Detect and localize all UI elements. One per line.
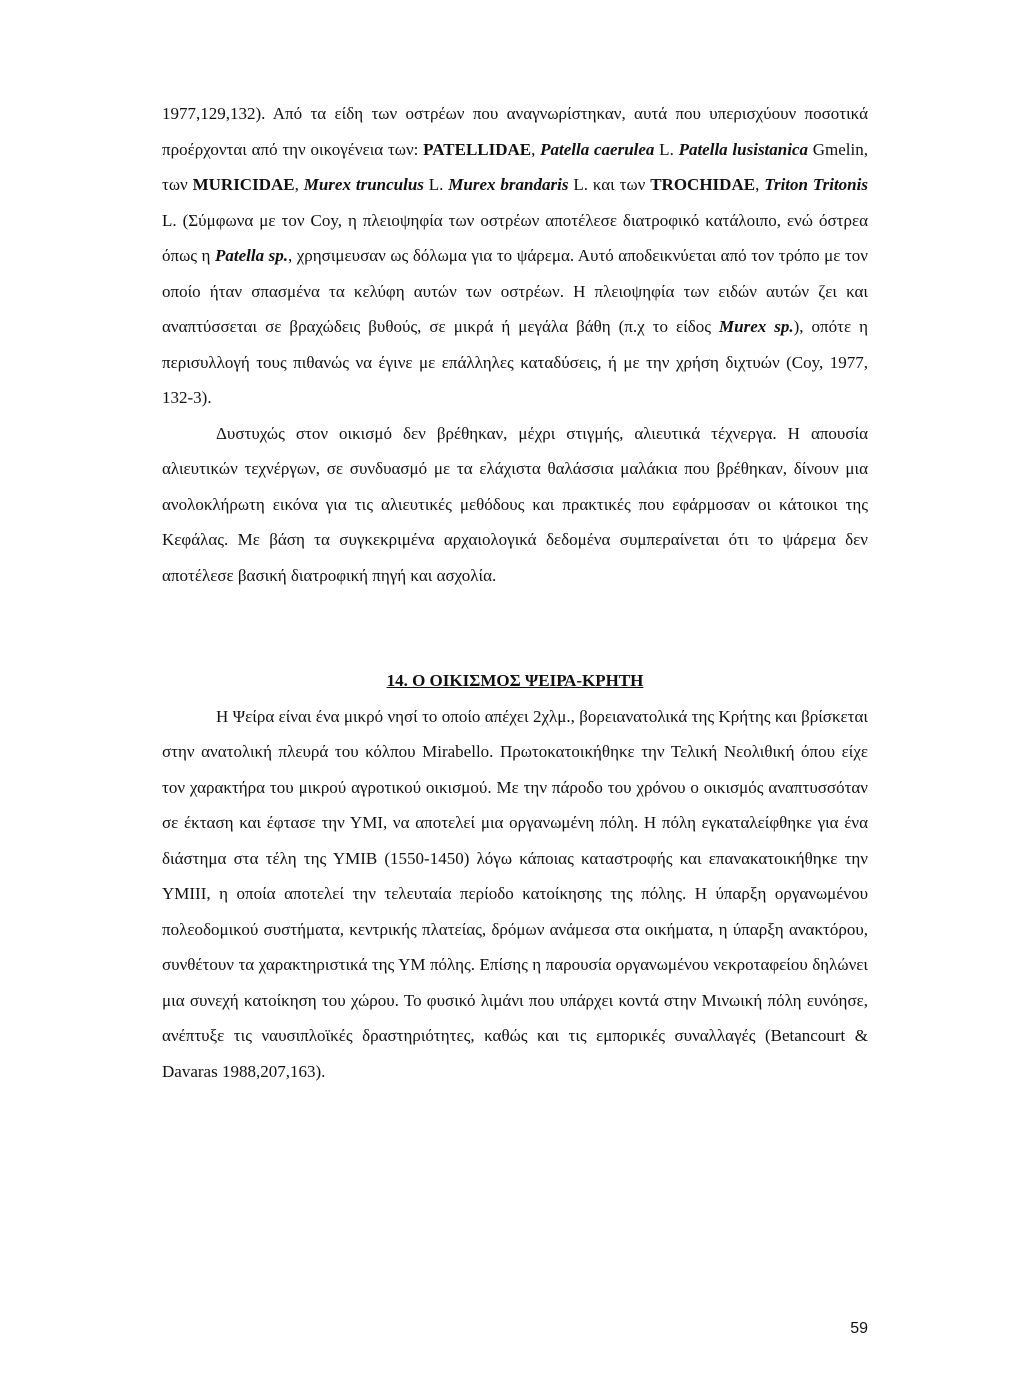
family-name: MURICIDAE: [192, 175, 295, 194]
paragraph-shells: 1977,129,132). Από τα είδη των οστρέων που αναγνωρίστηκαν, αυτά που υπερισχύουν ποσοτικά προέρχονται από την οικογένεια των: PATELLIDAE, Patella caerulea L. Patella lusistanica Gmelin, των MURICIDAE, Murex trunculus L. Murex brandaris L. και των TROCHIDAE, Triton Tritonis L. (Σύμφωνα με τον Coy, η πλειοψηφία των οστρέων αποτέλεσε διατροφικό κατάλοιπο, ενώ όστρεα όπως η Patella sp., χρησιμευσαν ως δόλωμα για το ψάρεμα. Αυτό αποδεικνύεται από τον τρόπο με τον οποίο ήταν σπασμένα τα κελύφη αυτών των οστρέων. Η πλειοψηφία των ειδών αυτών ζει και αναπτύσσεται σε βραχώδεις βυθούς, σε μικρά ή μεγάλα βάθη (π.χ το είδος Murex sp.), οπότε η περισυλλογή τους πιθανώς να έγινε με επάλληλες καταδύσεις, ή με την χρήση διχτυών (Coy, 1977, 132-3).: [162, 104, 869, 407]
species-name: Patella lusistanica: [678, 139, 809, 159]
family-name: PATELLIDAE: [423, 139, 532, 159]
paragraph-pseira: Η Ψείρα είναι ένα μικρό νησί το οποίο απέχει 2χλμ., βορειανατολικά της Κρήτης και βρίσκεται στην ανατολική πλευρά του κόλπου Mirabello. Πρωτοκατοικήθηκε την Τελική Νεολιθική όπου είχε τον χαρακτήρα του μικρού αγροτικού οικισμού. Με την πάροδο του χρόνου ο οικισμός αναπτυσσόταν σε έκταση και έφτασε την ΥΜΙ, να αποτελεί μια οργανωμένη πόλη. Η πόλη εγκαταλείφθηκε για ένα διάστημα στα τέλη της ΥΜΙΒ (1550-1450) λόγω κάποιας καταστροφής και επανακατοικήθηκε την ΥΜΙΙΙ, η οποία αποτελεί την τελευταία περίοδο κατοίκησης της πόλης. Η ύπαρξη οργανωμένου πολεοδομικού συστήματα, κεντρικής πλατείας, δρόμων ανάμεσα στα οικήματα, η ύπαρξη ανακτόρου, συνθέτουν τα χαρακτηριστικά της ΥΜ πόλης. Επίσης η παρουσία οργανωμένου νεκροταφείου δηλώνει μια συνεχή κατοίκηση του χώρου. Το φυσικό λιμάνι που υπάρχει κοντά στην Μινωική πόλη ευνόησε, ανέπτυξε τις ναυσιπλοϊκές δραστηριότητες, καθώς και τις εμπορικές συναλλαγές (Betancourt & Davaras 1988,207,163).: [162, 706, 868, 1081]
species-name: Patella caerulea: [540, 139, 655, 159]
family-name: TROCHIDAE: [650, 175, 756, 194]
paragraph-fishing-tools: Δυστυχώς στον οικισμό δεν βρέθηκαν, μέχρι στιγμής, αλιευτικά τέχνεργα. Η απουσία αλιευτικών τεχνέργων, σε συνδυασμό με τα ελάχιστα θαλάσσια μαλάκια που βρέθηκαν, δίνουν μια ανολοκλήρωτη εικόνα για τις αλιευτικές μεθόδους και πρακτικές που εφάρμοσαν οι κάτοικοι της Κεφάλας. Με βάση τα συγκεκριμένα αρχαιολογικά δεδομένα συμπεραίνεται ότι το ψάρεμα δεν αποτέλεσε βασική διατροφική πηγή και ασχολία.: [162, 423, 868, 585]
species-name: Triton Tritonis: [764, 175, 868, 194]
species-name: Murex trunculus: [303, 175, 424, 194]
document-page: [162, 96, 868, 1089]
species-name: Murex brandaris: [448, 175, 569, 194]
species-name: Patella sp.: [214, 246, 288, 265]
species-name: Murex sp.: [719, 317, 794, 336]
page-number: 59: [850, 1320, 868, 1337]
section-heading: 14. Ο ΟΙΚΙΣΜΟΣ ΨΕΙΡΑ-ΚΡΗΤΗ: [386, 671, 644, 690]
